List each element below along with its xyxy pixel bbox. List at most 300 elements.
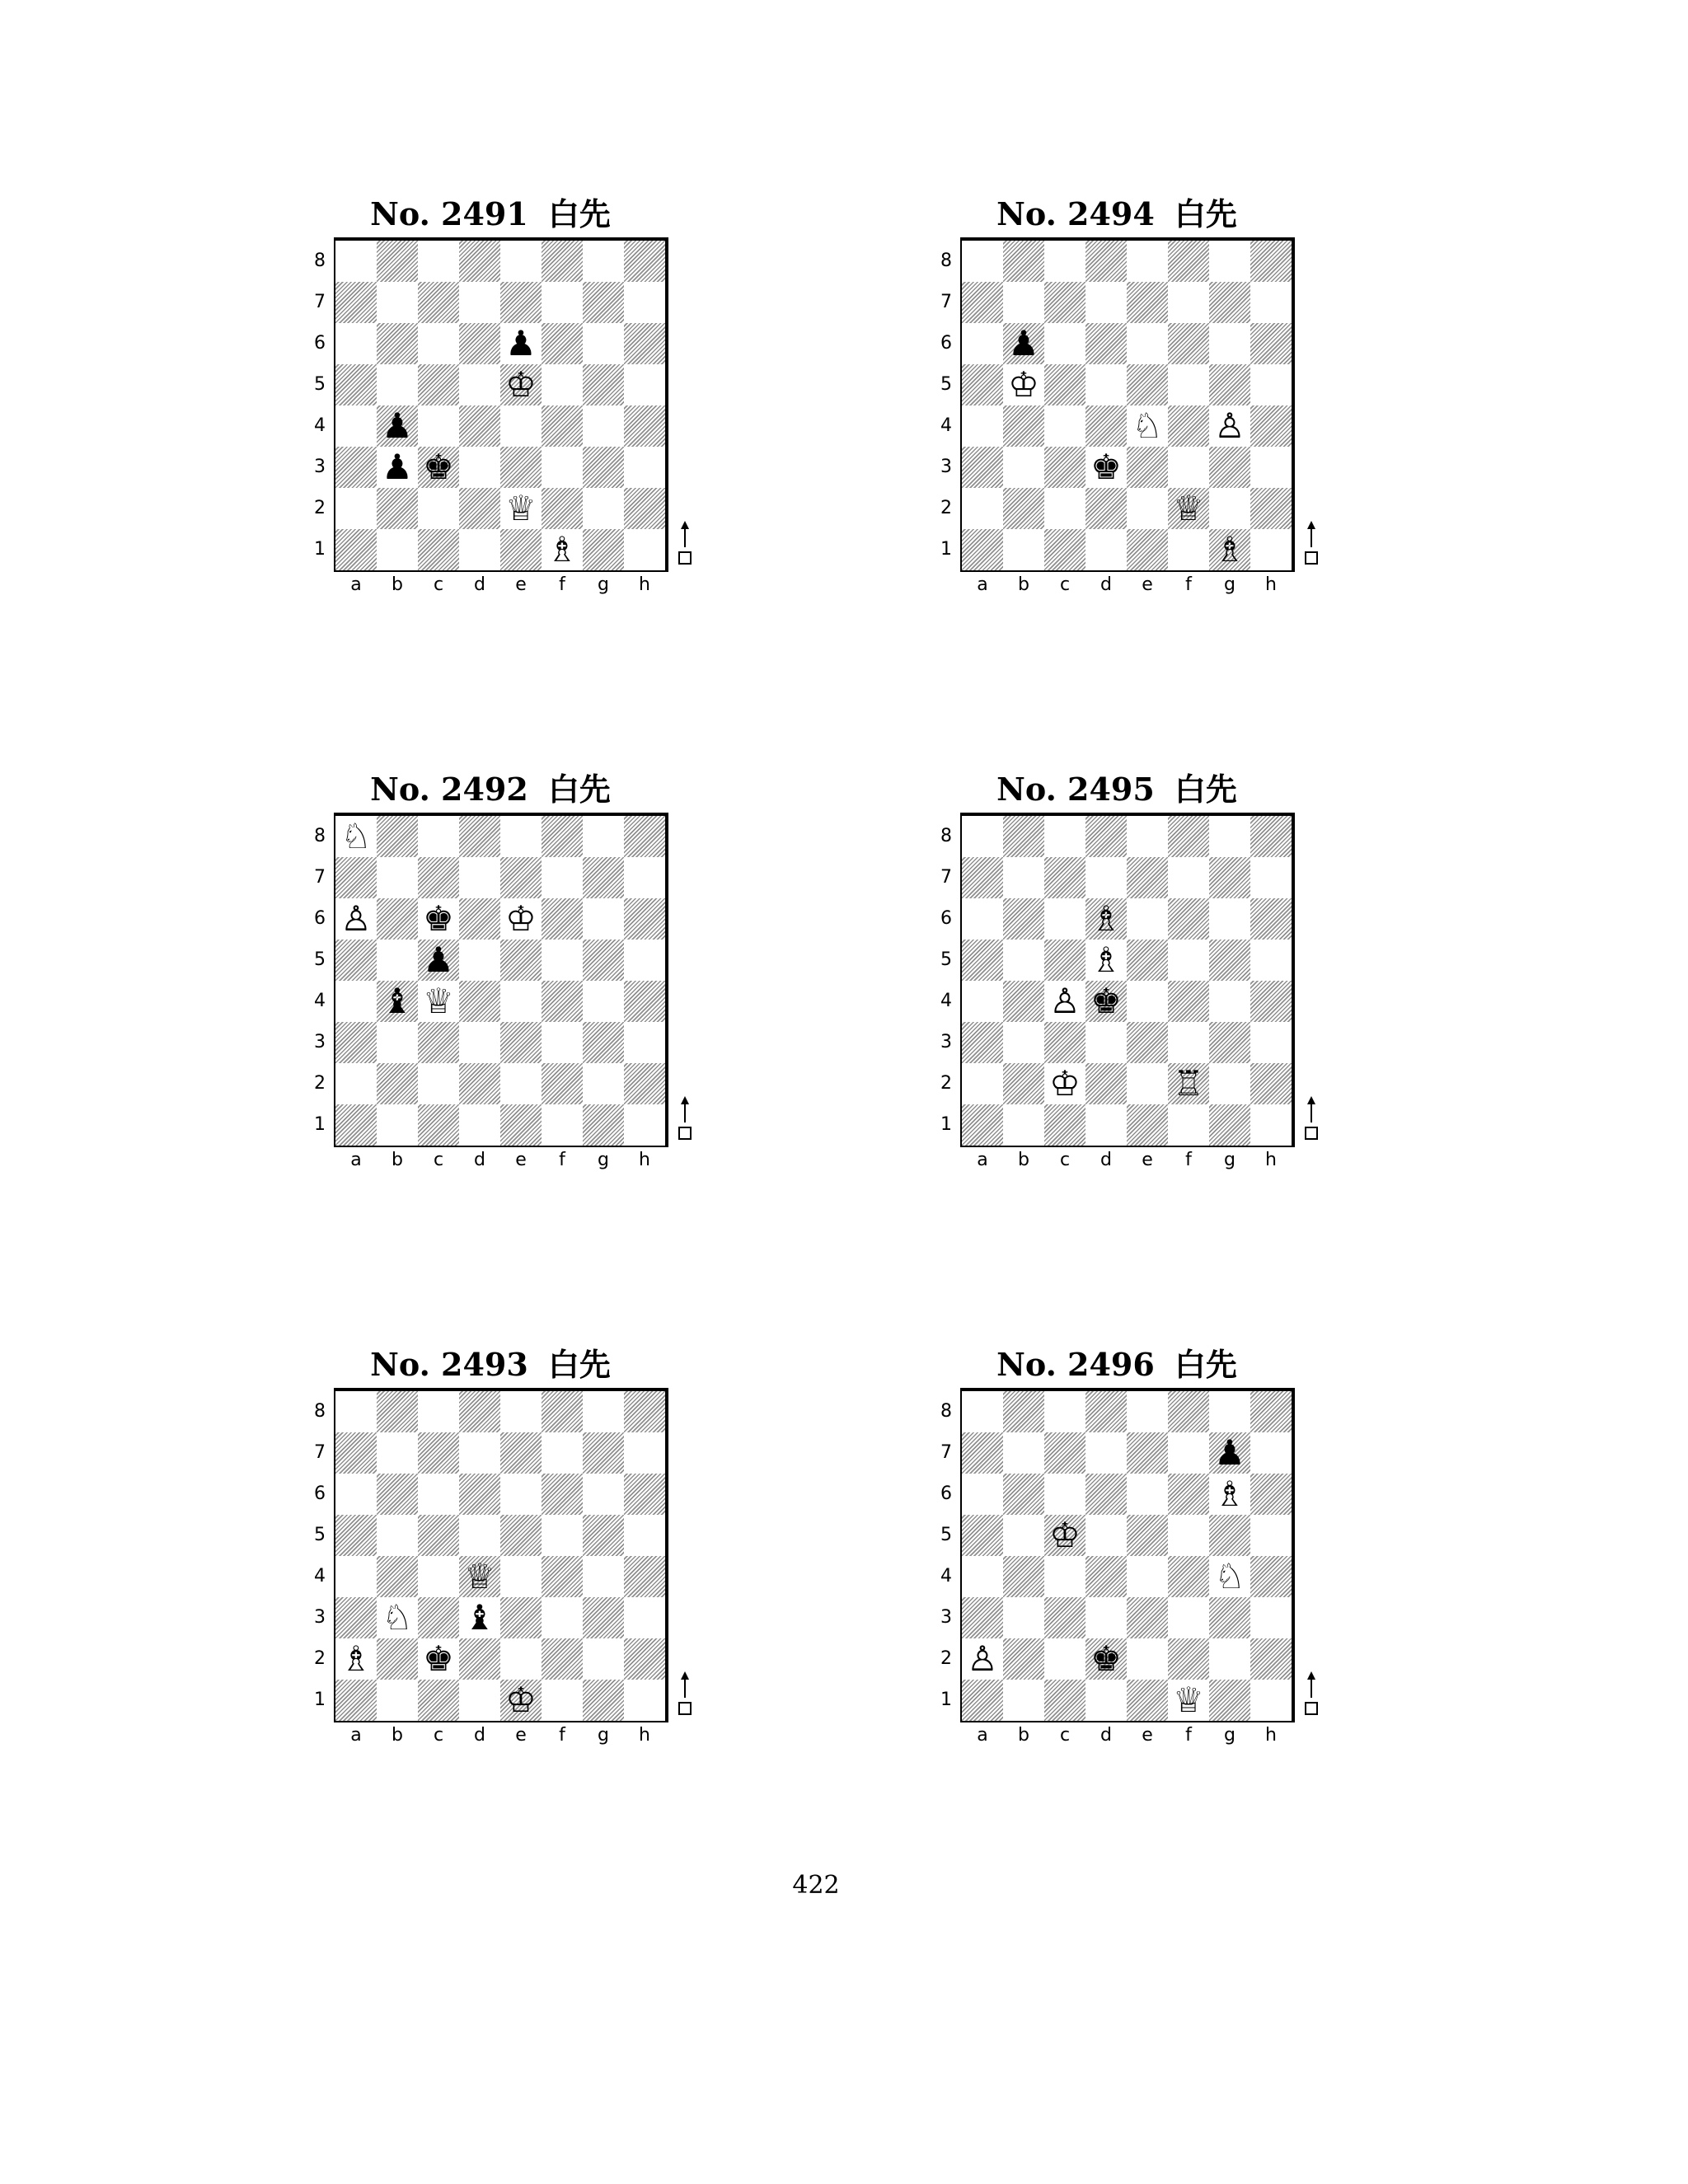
square-c8 xyxy=(1044,816,1085,857)
square-d5 xyxy=(459,364,500,405)
square-f4 xyxy=(1168,1556,1209,1597)
file-label: a xyxy=(350,1725,362,1746)
square-g4 xyxy=(1209,981,1250,1022)
square-f2 xyxy=(542,1638,583,1680)
rank-label: 8 xyxy=(314,826,326,846)
rank-label: 1 xyxy=(940,1690,952,1710)
rank-label: 4 xyxy=(940,415,952,436)
file-label: b xyxy=(1018,1725,1029,1746)
square-h3 xyxy=(1250,1022,1292,1063)
square-b2 xyxy=(377,1063,418,1104)
rank-label: 6 xyxy=(314,1483,326,1504)
square-d5 xyxy=(1085,940,1127,981)
square-b7 xyxy=(377,857,418,898)
square-f8 xyxy=(542,241,583,282)
square-f8 xyxy=(1168,816,1209,857)
square-h1 xyxy=(624,1680,665,1721)
square-g6 xyxy=(583,898,624,940)
square-g6 xyxy=(1209,898,1250,940)
file-label: f xyxy=(1185,1150,1192,1170)
square-g1 xyxy=(583,1680,624,1721)
file-label: e xyxy=(1142,1725,1153,1746)
rank-label: 6 xyxy=(940,1483,952,1504)
square-d2 xyxy=(459,1638,500,1680)
square-b8 xyxy=(1003,241,1044,282)
square-d4 xyxy=(459,981,500,1022)
square-c7 xyxy=(418,1432,459,1474)
square-d7 xyxy=(459,282,500,323)
square-b7 xyxy=(1003,857,1044,898)
square-b5 xyxy=(1003,1515,1044,1556)
puzzle-title xyxy=(284,190,696,239)
square-d7 xyxy=(1085,1432,1127,1474)
square-g3 xyxy=(583,1597,624,1638)
black-king-icon: ♚ xyxy=(1090,981,1122,1021)
rank-label: 5 xyxy=(940,949,952,970)
square-b3 xyxy=(1003,447,1044,488)
square-d5 xyxy=(459,940,500,981)
square-a6 xyxy=(335,898,377,940)
square-d1 xyxy=(1085,1680,1127,1721)
square-b1 xyxy=(1003,1680,1044,1721)
rank-label: 5 xyxy=(940,374,952,395)
square-f8 xyxy=(542,816,583,857)
square-h4 xyxy=(1250,981,1292,1022)
square-d1 xyxy=(459,1104,500,1146)
puzzle-number: No. 2493 xyxy=(370,1346,528,1383)
square-h5 xyxy=(624,940,665,981)
square-b5 xyxy=(1003,364,1044,405)
square-e3 xyxy=(1127,1022,1168,1063)
square-f1 xyxy=(1168,529,1209,570)
square-b3 xyxy=(377,447,418,488)
file-label: g xyxy=(1224,1150,1236,1170)
square-b1 xyxy=(377,1104,418,1146)
square-b2 xyxy=(1003,488,1044,529)
rank-label: 1 xyxy=(314,1114,326,1135)
rank-label: 7 xyxy=(314,867,326,888)
rank-label: 8 xyxy=(314,251,326,271)
square-f2 xyxy=(1168,1638,1209,1680)
square-c5 xyxy=(1044,1515,1085,1556)
white-pawn-icon: ♙ xyxy=(967,1638,998,1679)
square-f4 xyxy=(542,405,583,447)
square-b2 xyxy=(377,488,418,529)
square-a3 xyxy=(962,1597,1003,1638)
square-b8 xyxy=(1003,816,1044,857)
square-b4 xyxy=(1003,1556,1044,1597)
square-g4 xyxy=(1209,1556,1250,1597)
rank-label: 3 xyxy=(314,457,326,477)
side-to-move: 白先 xyxy=(1174,771,1237,808)
square-c4 xyxy=(418,981,459,1022)
square-c5 xyxy=(418,364,459,405)
square-c2 xyxy=(1044,1638,1085,1680)
square-g4 xyxy=(1209,405,1250,447)
square-c2 xyxy=(1044,1063,1085,1104)
square-g7 xyxy=(1209,1432,1250,1474)
file-label: g xyxy=(598,1725,609,1746)
black-pawn-icon: ♟ xyxy=(1214,1432,1245,1473)
black-pawn-icon: ♟ xyxy=(382,447,413,487)
square-c3 xyxy=(1044,1597,1085,1638)
white-bishop-icon: ♗ xyxy=(340,1638,372,1679)
square-b3 xyxy=(377,1022,418,1063)
square-b5 xyxy=(377,940,418,981)
square-c5 xyxy=(418,1515,459,1556)
square-f4 xyxy=(1168,981,1209,1022)
square-a3 xyxy=(335,1022,377,1063)
puzzle-number: No. 2494 xyxy=(996,195,1155,232)
square-b8 xyxy=(377,1391,418,1432)
square-b4 xyxy=(1003,981,1044,1022)
white-bishop-icon: ♗ xyxy=(1090,898,1122,939)
square-a6 xyxy=(335,323,377,364)
square-d1 xyxy=(1085,529,1127,570)
file-label: e xyxy=(515,574,527,595)
square-c3 xyxy=(1044,1022,1085,1063)
square-e2 xyxy=(500,1638,542,1680)
square-f5 xyxy=(1168,940,1209,981)
square-f5 xyxy=(542,364,583,405)
square-e3 xyxy=(1127,447,1168,488)
white-bishop-icon: ♗ xyxy=(1214,1474,1245,1514)
square-h8 xyxy=(624,241,665,282)
puzzle-2495 xyxy=(911,765,1323,1226)
square-a4 xyxy=(335,405,377,447)
square-g1 xyxy=(1209,529,1250,570)
square-e8 xyxy=(1127,816,1168,857)
rank-label: 3 xyxy=(314,1607,326,1628)
square-c8 xyxy=(418,241,459,282)
square-f6 xyxy=(542,898,583,940)
square-h7 xyxy=(1250,857,1292,898)
file-label: b xyxy=(392,1150,403,1170)
square-e5 xyxy=(1127,940,1168,981)
side-to-move: 白先 xyxy=(547,196,611,232)
square-g5 xyxy=(583,940,624,981)
square-f2 xyxy=(542,1063,583,1104)
file-label: g xyxy=(598,1150,609,1170)
square-f4 xyxy=(1168,405,1209,447)
file-label: d xyxy=(1100,574,1112,595)
square-g3 xyxy=(1209,1597,1250,1638)
chess-board xyxy=(960,237,1295,572)
square-b2 xyxy=(1003,1063,1044,1104)
square-e5 xyxy=(1127,1515,1168,1556)
square-c4 xyxy=(1044,1556,1085,1597)
square-e8 xyxy=(500,241,542,282)
square-a4 xyxy=(962,1556,1003,1597)
square-h5 xyxy=(1250,940,1292,981)
square-a1 xyxy=(962,529,1003,570)
square-e4 xyxy=(1127,1556,1168,1597)
chess-board xyxy=(334,1388,668,1722)
square-c4 xyxy=(1044,981,1085,1022)
square-h3 xyxy=(624,1597,665,1638)
square-h1 xyxy=(624,1104,665,1146)
square-b6 xyxy=(377,323,418,364)
square-h7 xyxy=(624,282,665,323)
square-b7 xyxy=(377,282,418,323)
file-label: g xyxy=(1224,574,1236,595)
square-a4 xyxy=(962,981,1003,1022)
square-d7 xyxy=(459,1432,500,1474)
square-g2 xyxy=(1209,488,1250,529)
rank-label: 1 xyxy=(940,1114,952,1135)
square-c2 xyxy=(418,1063,459,1104)
black-bishop-icon: ♝ xyxy=(464,1597,495,1638)
square-a5 xyxy=(962,940,1003,981)
square-e3 xyxy=(500,1597,542,1638)
square-e7 xyxy=(500,857,542,898)
square-g5 xyxy=(1209,940,1250,981)
file-label: c xyxy=(1059,1725,1071,1746)
rank-label: 6 xyxy=(940,333,952,354)
square-a1 xyxy=(335,1104,377,1146)
file-label: f xyxy=(1185,574,1192,595)
white-pawn-icon: ♙ xyxy=(1214,405,1245,446)
file-label: d xyxy=(1100,1150,1112,1170)
square-a6 xyxy=(962,323,1003,364)
file-label: h xyxy=(1265,1725,1277,1746)
square-d4 xyxy=(1085,1556,1127,1597)
file-label: f xyxy=(559,1725,565,1746)
square-e5 xyxy=(500,364,542,405)
square-b3 xyxy=(1003,1022,1044,1063)
rank-label: 3 xyxy=(940,1032,952,1052)
square-h5 xyxy=(624,1515,665,1556)
rank-label: 2 xyxy=(940,1648,952,1669)
square-d1 xyxy=(459,529,500,570)
square-b1 xyxy=(377,1680,418,1721)
square-g7 xyxy=(583,1432,624,1474)
square-e3 xyxy=(500,1022,542,1063)
rank-label: 4 xyxy=(314,1566,326,1586)
square-d2 xyxy=(1085,488,1127,529)
square-f6 xyxy=(1168,898,1209,940)
rank-label: 7 xyxy=(940,1442,952,1463)
square-b2 xyxy=(1003,1638,1044,1680)
square-d3 xyxy=(459,1022,500,1063)
square-a5 xyxy=(335,364,377,405)
rank-label: 8 xyxy=(940,251,952,271)
square-e2 xyxy=(1127,1063,1168,1104)
file-label: a xyxy=(977,1150,988,1170)
square-e8 xyxy=(1127,1391,1168,1432)
square-a5 xyxy=(962,1515,1003,1556)
rank-label: 3 xyxy=(314,1032,326,1052)
file-label: d xyxy=(474,1150,485,1170)
square-c7 xyxy=(1044,857,1085,898)
square-e6 xyxy=(1127,898,1168,940)
square-a2 xyxy=(335,488,377,529)
square-b7 xyxy=(1003,282,1044,323)
square-a5 xyxy=(335,940,377,981)
puzzle-title xyxy=(284,1340,696,1390)
square-h8 xyxy=(624,1391,665,1432)
square-d7 xyxy=(1085,282,1127,323)
rank-label: 8 xyxy=(314,1401,326,1422)
square-c6 xyxy=(1044,323,1085,364)
square-e4 xyxy=(500,405,542,447)
square-e4 xyxy=(500,981,542,1022)
square-f4 xyxy=(542,981,583,1022)
square-e6 xyxy=(1127,1474,1168,1515)
square-f3 xyxy=(542,1597,583,1638)
square-f3 xyxy=(1168,1022,1209,1063)
black-pawn-icon: ♟ xyxy=(382,405,413,446)
square-g1 xyxy=(1209,1104,1250,1146)
square-h2 xyxy=(1250,1638,1292,1680)
square-e1 xyxy=(1127,1680,1168,1721)
rank-label: 5 xyxy=(314,374,326,395)
square-g4 xyxy=(583,1556,624,1597)
white-queen-icon: ♕ xyxy=(1173,488,1204,528)
square-e6 xyxy=(1127,323,1168,364)
puzzle-2496 xyxy=(911,1340,1323,1802)
square-f6 xyxy=(542,1474,583,1515)
rank-label: 8 xyxy=(940,826,952,846)
square-h8 xyxy=(1250,816,1292,857)
square-d7 xyxy=(1085,857,1127,898)
square-h5 xyxy=(624,364,665,405)
square-b7 xyxy=(377,1432,418,1474)
square-a3 xyxy=(335,1597,377,1638)
square-h4 xyxy=(624,1556,665,1597)
file-label: e xyxy=(1142,1150,1153,1170)
white-to-move-icon xyxy=(677,1094,693,1141)
file-label: h xyxy=(639,1150,650,1170)
square-a7 xyxy=(335,1432,377,1474)
square-g5 xyxy=(1209,364,1250,405)
square-h3 xyxy=(624,1022,665,1063)
square-c8 xyxy=(1044,241,1085,282)
square-g3 xyxy=(583,1022,624,1063)
square-f2 xyxy=(1168,1063,1209,1104)
side-to-move: 白先 xyxy=(547,1347,611,1383)
square-a8 xyxy=(335,1391,377,1432)
square-c6 xyxy=(1044,898,1085,940)
black-king-icon: ♚ xyxy=(423,447,454,487)
square-b8 xyxy=(1003,1391,1044,1432)
square-a7 xyxy=(335,857,377,898)
square-h7 xyxy=(1250,1432,1292,1474)
square-f7 xyxy=(542,282,583,323)
square-h6 xyxy=(624,898,665,940)
square-g3 xyxy=(1209,1022,1250,1063)
chess-board xyxy=(960,813,1295,1147)
rank-label: 7 xyxy=(940,867,952,888)
file-label: e xyxy=(1142,574,1153,595)
square-c7 xyxy=(418,282,459,323)
square-g5 xyxy=(1209,1515,1250,1556)
square-g6 xyxy=(1209,1474,1250,1515)
square-h1 xyxy=(1250,529,1292,570)
square-d6 xyxy=(459,898,500,940)
square-h6 xyxy=(1250,898,1292,940)
file-label: g xyxy=(598,574,609,595)
square-a2 xyxy=(335,1063,377,1104)
square-d5 xyxy=(1085,1515,1127,1556)
rank-label: 7 xyxy=(314,1442,326,1463)
file-label: b xyxy=(392,574,403,595)
square-a8 xyxy=(962,1391,1003,1432)
square-c7 xyxy=(418,857,459,898)
black-king-icon: ♚ xyxy=(1090,447,1122,487)
square-c6 xyxy=(418,898,459,940)
puzzle-number: No. 2492 xyxy=(370,771,528,808)
square-e6 xyxy=(500,898,542,940)
square-g1 xyxy=(583,1104,624,1146)
square-a1 xyxy=(335,529,377,570)
square-e5 xyxy=(1127,364,1168,405)
puzzle-title xyxy=(911,765,1323,814)
file-label: c xyxy=(433,1725,444,1746)
square-g7 xyxy=(583,857,624,898)
square-f1 xyxy=(542,529,583,570)
file-label: b xyxy=(1018,574,1029,595)
square-g7 xyxy=(583,282,624,323)
square-b7 xyxy=(1003,1432,1044,1474)
square-a3 xyxy=(962,1022,1003,1063)
white-to-move-icon xyxy=(677,1670,693,1716)
square-c3 xyxy=(1044,447,1085,488)
square-d8 xyxy=(1085,241,1127,282)
file-label: h xyxy=(1265,574,1277,595)
square-g5 xyxy=(583,364,624,405)
square-d3 xyxy=(1085,447,1127,488)
white-knight-icon: ♘ xyxy=(1214,1556,1245,1596)
square-a4 xyxy=(335,1556,377,1597)
square-h7 xyxy=(624,857,665,898)
white-queen-icon: ♕ xyxy=(423,981,454,1021)
square-d7 xyxy=(459,857,500,898)
square-e5 xyxy=(500,1515,542,1556)
file-label: c xyxy=(1059,574,1071,595)
file-label: d xyxy=(1100,1725,1112,1746)
square-h8 xyxy=(624,816,665,857)
white-queen-icon: ♕ xyxy=(1173,1680,1204,1720)
square-d6 xyxy=(459,1474,500,1515)
square-h3 xyxy=(1250,1597,1292,1638)
square-b5 xyxy=(377,364,418,405)
square-h2 xyxy=(624,488,665,529)
square-c3 xyxy=(418,1597,459,1638)
rank-label: 2 xyxy=(940,498,952,518)
rank-label: 1 xyxy=(314,539,326,560)
square-d5 xyxy=(1085,364,1127,405)
square-h4 xyxy=(1250,1556,1292,1597)
square-g5 xyxy=(583,1515,624,1556)
square-c6 xyxy=(418,1474,459,1515)
file-label: e xyxy=(515,1725,527,1746)
square-h3 xyxy=(624,447,665,488)
square-g3 xyxy=(1209,447,1250,488)
square-b4 xyxy=(377,405,418,447)
rank-label: 4 xyxy=(940,1566,952,1586)
white-queen-icon: ♕ xyxy=(464,1556,495,1596)
square-a8 xyxy=(335,816,377,857)
square-b2 xyxy=(377,1638,418,1680)
square-g4 xyxy=(583,981,624,1022)
square-f7 xyxy=(1168,1432,1209,1474)
square-e8 xyxy=(1127,241,1168,282)
square-c1 xyxy=(418,1104,459,1146)
rank-label: 5 xyxy=(314,1525,326,1545)
rank-label: 2 xyxy=(314,1648,326,1669)
square-h6 xyxy=(1250,1474,1292,1515)
